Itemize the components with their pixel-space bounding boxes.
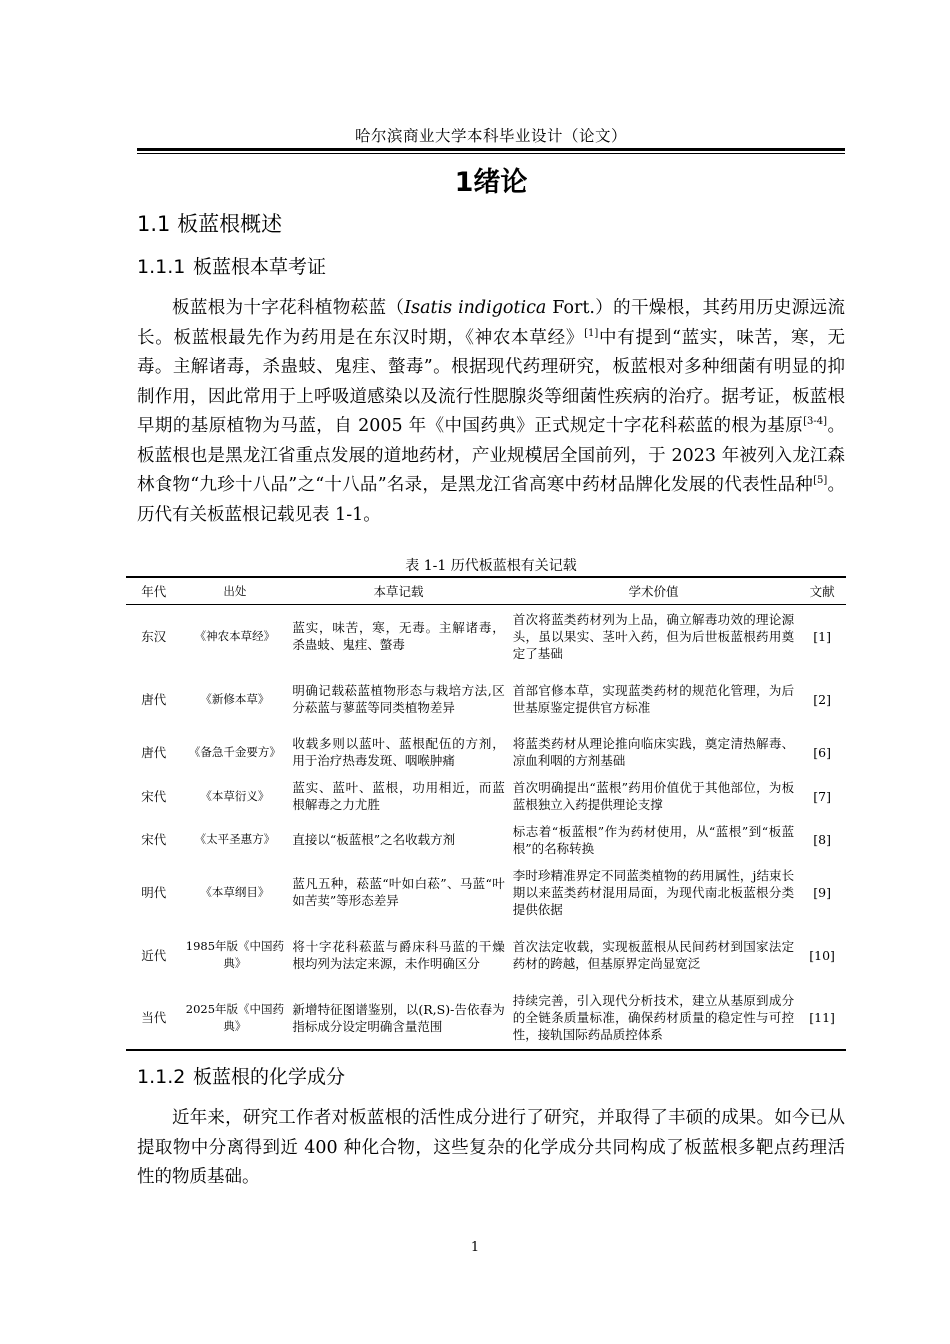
cell-era: 明代 — [141, 884, 167, 900]
page-number: 1 — [470, 1240, 480, 1255]
paragraph-chemical-components: 近年来，研究工作者对板蓝根的活性成分进行了研究，并取得了丰硕的成果。如今已从提取物中分离得到近 400 种化合物，这些复杂的化学成分共同构成了板蓝根多靶点药理活性的物质基础。 — [137, 1108, 845, 1187]
cell-era: 东汉 — [141, 628, 167, 644]
column-header-reference: 文献 — [798, 577, 846, 605]
citation-ref: [1] — [584, 327, 599, 339]
table-row — [126, 987, 846, 1050]
subsection-heading-1 — [137, 252, 326, 279]
cell-source: 《本草衍义》 — [200, 788, 270, 803]
section-heading — [137, 208, 282, 238]
subsection-title: 板蓝根的化学成分 — [193, 1066, 346, 1088]
para-text: 。历代有关板蓝根记载见表 1-1。 — [137, 475, 845, 525]
historical-records-table — [126, 576, 846, 1051]
cell-value: 标志着“板蓝根”作为药材使用，从“蓝根”到“板蓝根”的名称转换 — [512, 823, 795, 856]
cell-value: 首次明确提出“蓝根”药用价值优于其他部位，为板蓝根独立入药提供理论支撑 — [512, 780, 795, 812]
cell-record: 直接以“板蓝根”之名收载方剂 — [292, 832, 456, 847]
cell-era: 唐代 — [141, 691, 167, 707]
cell-reference: [1] — [813, 628, 831, 644]
cell-value: 李时珍精准界定不同蓝类植物的药用属性，j结束长期以来蓝类药材混用局面，为现代南北板蓝根分类提供依据 — [512, 867, 795, 917]
table-caption: 表 1-1 历代板蓝根有关记载 — [405, 558, 577, 574]
subsection-title: 板蓝根本草考证 — [193, 256, 327, 278]
column-header-era: 年代 — [126, 577, 181, 605]
cell-reference: [11] — [798, 987, 846, 1050]
cell-source: 《本草纲目》 — [200, 884, 270, 899]
cell-record: 新增特征图谱鉴别，以(R,S)-告依春为指标成分设定明确含量范围 — [288, 987, 508, 1050]
para-text: 。板蓝根也是黑龙江省重点发展的道地药材，产业规模居全国前列，于 2023 年被列入龙江森林食物“九珍十八品”之“十八品”名录，是黑龙江省高寒中药材品牌化发展的代表性品种 — [137, 416, 845, 495]
cell-era: 宋代 — [141, 788, 167, 804]
citation-ref: [3-4] — [803, 416, 828, 428]
cell-source: 1985年版《中国药典》 — [185, 939, 285, 970]
table-header-row — [126, 577, 846, 605]
column-header-source: 出处 — [181, 577, 288, 605]
chapter-title: 1绪论 — [454, 167, 528, 198]
latin-name: Isatis indigotica — [404, 298, 547, 318]
cell-record: 蓝实、蓝叶、蓝根，功用相近，而蓝根解毒之力尤胜 — [292, 780, 505, 812]
subsection-number: 1.1.1 — [137, 256, 186, 278]
table-row — [126, 774, 846, 819]
cell-record: 蓝凡五种，菘蓝“叶如白菘”、马蓝“叶如苦荬”等形态差异 — [292, 876, 505, 908]
cell-era: 唐代 — [141, 744, 167, 760]
cell-source: 2025年版《中国药典》 — [181, 987, 288, 1050]
cell-record: 明确记载菘蓝植物形态与栽培方法,区分菘蓝与蓼蓝等同类植物差异 — [292, 683, 505, 715]
table-row — [126, 668, 846, 731]
cell-reference: [7] — [813, 788, 831, 804]
cell-value: 持续完善，引入现代分析技术，建立从基原到成分的全链条质量标准，确保药材质量的稳定性与可控性，接轨国际药品质控体系 — [509, 987, 798, 1050]
cell-value: 将蓝类药材从理论推向临床实践，奠定清热解毒、凉血利咽的方剂基础 — [512, 736, 795, 768]
cell-era: 宋代 — [141, 832, 167, 847]
subsection-heading-2 — [137, 1062, 345, 1089]
citation-ref: [5] — [813, 475, 828, 487]
table-row — [126, 819, 846, 861]
cell-source: 《新修本草》 — [200, 691, 270, 706]
table-row — [126, 605, 846, 668]
column-header-record: 本草记载 — [288, 577, 508, 605]
section-title: 板蓝根概述 — [177, 212, 283, 236]
subsection-number: 1.1.2 — [137, 1066, 186, 1088]
table-row — [126, 924, 846, 987]
cell-source: 《神农本草经》 — [194, 628, 276, 643]
para-text: 板蓝根为十字花科植物菘蓝（ — [172, 298, 405, 318]
cell-source: 《太平圣惠方》 — [194, 832, 276, 846]
cell-reference: [9] — [813, 884, 831, 900]
cell-era: 当代 — [126, 987, 181, 1050]
para-text: Fort.）的干燥根，其药用历史源远流长。板蓝根最先作为药用是在东汉时期，《神农本草经》 — [137, 298, 846, 348]
para-text: 中有提到“蓝实，味苦，寒，无毒。主解诸毒，杀蛊蚑、鬼疰、螫毒”。根据现代药理研究，板蓝根对多种细菌有明显的抑制作用，因此常用于上呼吸道感染以及流行性腮腺炎等细菌性疾病的治疗。据考证，板蓝根早期的基原植物为马蓝，自 2005 年《中国药典》正式规定十字花科菘蓝的根为基原 — [137, 327, 846, 436]
cell-era: 近代 — [141, 947, 167, 963]
section-number: 1.1 — [137, 212, 171, 236]
running-header: 哈尔滨商业大学本科毕业设计（论文） — [354, 127, 627, 145]
cell-record: 将十字花科菘蓝与爵床科马蓝的干燥根均列为法定来源，未作明确区分 — [292, 939, 505, 971]
cell-value: 首部官修本草，实现蓝类药材的规范化管理，为后世基原鉴定提供官方标准 — [512, 683, 795, 715]
column-header-value: 学术价值 — [509, 577, 798, 605]
paragraph-herbal-textual-research — [137, 294, 845, 530]
cell-record: 收载多则以蓝叶、蓝根配伍的方剂，用于治疗热毒发斑、咽喉肿痛 — [292, 736, 505, 768]
cell-value: 首次将蓝类药材列为上品，确立解毒功效的理论源头，虽以果实、茎叶入药，但为后世板蓝根药用奠定了基础 — [512, 611, 795, 661]
cell-source: 《备急千金要方》 — [188, 744, 281, 759]
header-rule-thin — [137, 153, 845, 154]
cell-value: 首次法定收载，实现板蓝根从民间药材到国家法定药材的跨越，但基原界定尚显宽泛 — [512, 939, 795, 971]
table-row — [126, 861, 846, 924]
header-rule-thick — [137, 148, 845, 151]
table-row — [126, 731, 846, 774]
cell-reference: [2] — [813, 691, 831, 707]
cell-reference: [6] — [813, 744, 831, 760]
cell-reference: [8] — [813, 832, 831, 847]
cell-record: 蓝实，味苦，寒，无毒。主解诸毒，杀蛊蚑、鬼疰、螫毒 — [292, 620, 505, 653]
cell-reference: [10] — [809, 947, 835, 963]
